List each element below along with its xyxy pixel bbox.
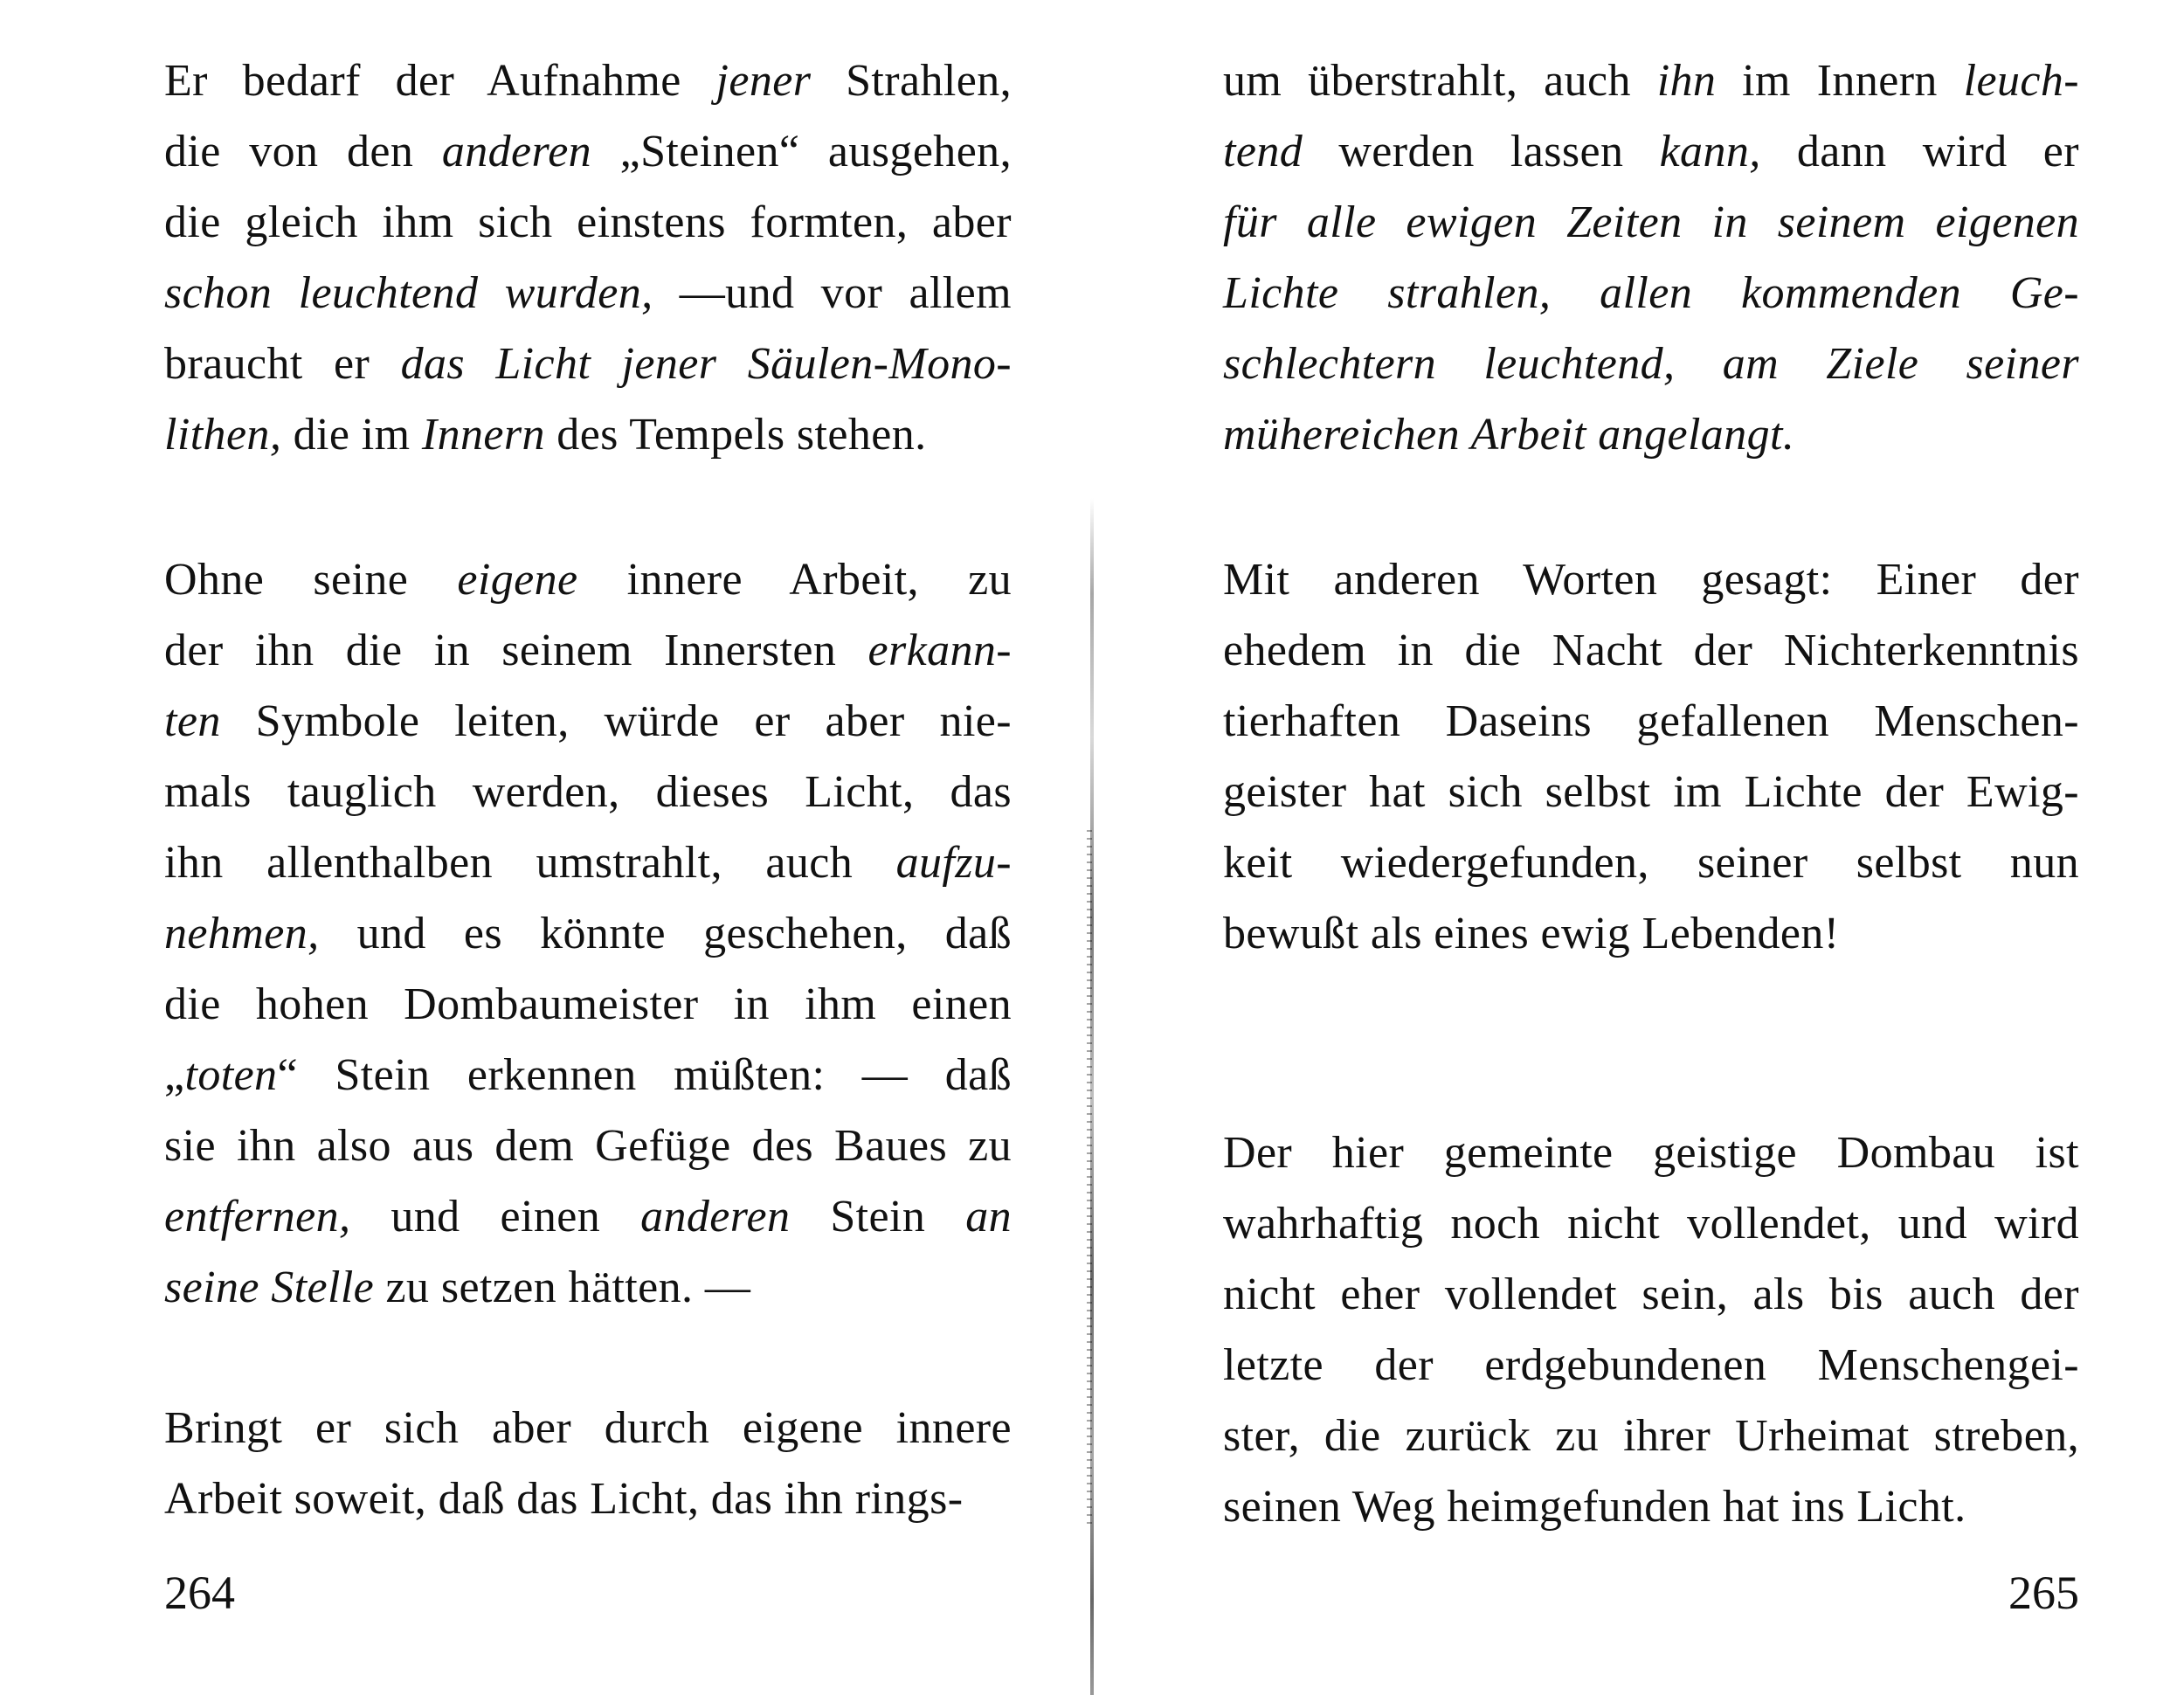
gutter-stitching [1087,830,1092,1529]
italic-text-run: eigene [457,555,578,605]
text-run: ihn allenthalben umstrahlt, auch [164,838,896,888]
text-run: dann wird er [1760,127,2079,176]
italic-text-run: erkann- [867,626,1012,675]
italic-text-run: für alle ewigen Zeiten in seinem eigenen [1223,197,2079,247]
text-run: ster, die zurück zu ihrer Urheimat streben, [1223,1411,2079,1461]
right-paragraph-3 [1223,1117,2079,1542]
text-line [1223,1401,2079,1471]
text-line [164,116,1012,187]
text-line [164,399,1012,470]
text-run: letzte der erdgebundenen Menschengei- [1223,1340,2079,1390]
italic-text-run: nehmen, [164,909,320,958]
text-line [1223,686,2079,757]
text-run: des Tempels stehen. [544,410,927,460]
text-run: tierhaften Daseins gefallenen Menschen- [1223,696,2079,746]
text-run: die von den [164,127,442,176]
text-line [1223,757,2079,827]
text-run: der ihn die in seinem Innersten [164,626,868,675]
text-line [1223,187,2079,258]
italic-text-run: aufzu- [895,838,1012,888]
italic-text-run: das Licht jener Säulen-Mono- [400,339,1012,389]
left-page [0,0,1083,1695]
italic-text-run: seine Stelle [164,1263,375,1312]
italic-text-run: ten [164,696,221,746]
text-run: innere Arbeit, zu [577,555,1012,605]
text-run: Der hier gemeinte geistige Dombau ist [1223,1128,2079,1178]
text-run: bewußt als eines ewig Lebenden! [1223,909,1840,958]
text-line [1223,399,2079,470]
text-run: “ Stein erkennen müßten: — daß [277,1050,1012,1100]
left-paragraph-3 [164,1393,1012,1534]
text-run: und einen [350,1192,641,1242]
text-run: um überstrahlt, auch [1223,56,1657,106]
text-run: wahrhaftig noch nicht vollendet, und wird [1223,1199,2079,1249]
italic-text-run: leuch- [1963,56,2079,106]
book-gutter [1083,498,1101,1695]
text-line [1223,1471,2079,1542]
italic-text-run: anderen [441,127,592,176]
text-run: „ [164,1050,185,1100]
text-line [164,1463,1012,1534]
left-paragraph-2 [164,544,1012,1323]
text-run: Mit anderen Worten gesagt: Einer der [1223,555,2079,605]
italic-text-run: entfernen, [164,1192,351,1242]
italic-text-run: lithen, [164,410,282,460]
text-run: zu setzen hätten. — [374,1263,751,1312]
text-run: die gleich ihm sich einstens formten, aber [164,197,1012,247]
text-line [164,1393,1012,1463]
text-run: im Innern [1716,56,1964,106]
text-run: Er bedarf der Aufnahme [164,56,716,106]
page-number-left: 264 [164,1567,235,1619]
text-line [164,1110,1012,1181]
text-run: braucht er [164,339,401,389]
italic-text-run: ihn [1656,56,1717,106]
text-line [1223,258,2079,329]
text-run: Symbole leiten, würde er aber nie- [220,696,1012,746]
text-line [1223,329,2079,399]
text-run: —und vor allem [653,268,1012,318]
italic-text-run: Innern [421,410,545,460]
text-run: Arbeit soweit, daß das Licht, das ihn rings- [164,1474,964,1524]
italic-text-run: toten [184,1050,278,1100]
text-line [164,827,1012,898]
right-paragraph-1 [1223,45,2079,470]
text-line [164,615,1012,686]
text-run: Strahlen, [811,56,1013,106]
text-line [1223,1188,2079,1259]
text-run: Bringt er sich aber durch eigene innere [164,1403,1012,1453]
text-run: keit wiedergefunden, seiner selbst nun [1223,838,2079,888]
text-run: sie ihn also aus dem Gefüge des Baues zu [164,1121,1012,1171]
text-run: „Steinen“ ausgehen, [591,127,1012,176]
text-line [164,1181,1012,1252]
text-line [164,258,1012,329]
text-run: Stein [790,1192,966,1242]
text-line [1223,1330,2079,1401]
text-line [1223,45,2079,116]
text-run: die hohen Dombaumeister in ihm einen [164,979,1012,1029]
text-line [164,686,1012,757]
italic-text-run: an [965,1192,1012,1242]
text-run: werden lassen [1303,127,1660,176]
italic-text-run: schon leuchtend wurden, [164,268,653,318]
text-run: und es könnte geschehen, daß [319,909,1012,958]
italic-text-run: anderen [640,1192,791,1242]
italic-text-run: Lichte strahlen, allen kommenden Ge- [1223,268,2079,318]
text-run: mals tauglich werden, dieses Licht, das [164,767,1012,817]
text-line [1223,544,2079,615]
text-run: nicht eher vollendet sein, als bis auch der [1223,1270,2079,1319]
left-paragraph-1 [164,45,1012,470]
text-line [164,898,1012,969]
text-line [1223,898,2079,969]
text-line [1223,1259,2079,1330]
text-run: seinen Weg heimgefunden hat ins Licht. [1223,1482,1966,1532]
text-run: Ohne seine [164,555,458,605]
page-number-right: 265 [2008,1567,2079,1619]
italic-text-run: jener [715,56,812,106]
text-line [164,187,1012,258]
italic-text-run: schlechtern leuchtend, am Ziele seiner [1223,339,2079,389]
text-run: die im [281,410,422,460]
text-line [164,45,1012,116]
right-page [1101,0,2184,1695]
text-line [164,329,1012,399]
text-line [164,969,1012,1040]
italic-text-run: mühereichen Arbeit angelangt. [1223,410,1795,460]
text-line [1223,827,2079,898]
italic-text-run: kann, [1659,127,1761,176]
text-run: geister hat sich selbst im Lichte der Ewig- [1223,767,2079,817]
text-line [1223,1117,2079,1188]
italic-text-run: tend [1223,127,1303,176]
text-line [1223,116,2079,187]
text-line [164,1252,1012,1323]
text-line [1223,615,2079,686]
text-line [164,544,1012,615]
text-line [164,1040,1012,1110]
text-line [164,757,1012,827]
text-run: ehedem in die Nacht der Nichterkenntnis [1223,626,2079,675]
right-paragraph-2 [1223,544,2079,969]
